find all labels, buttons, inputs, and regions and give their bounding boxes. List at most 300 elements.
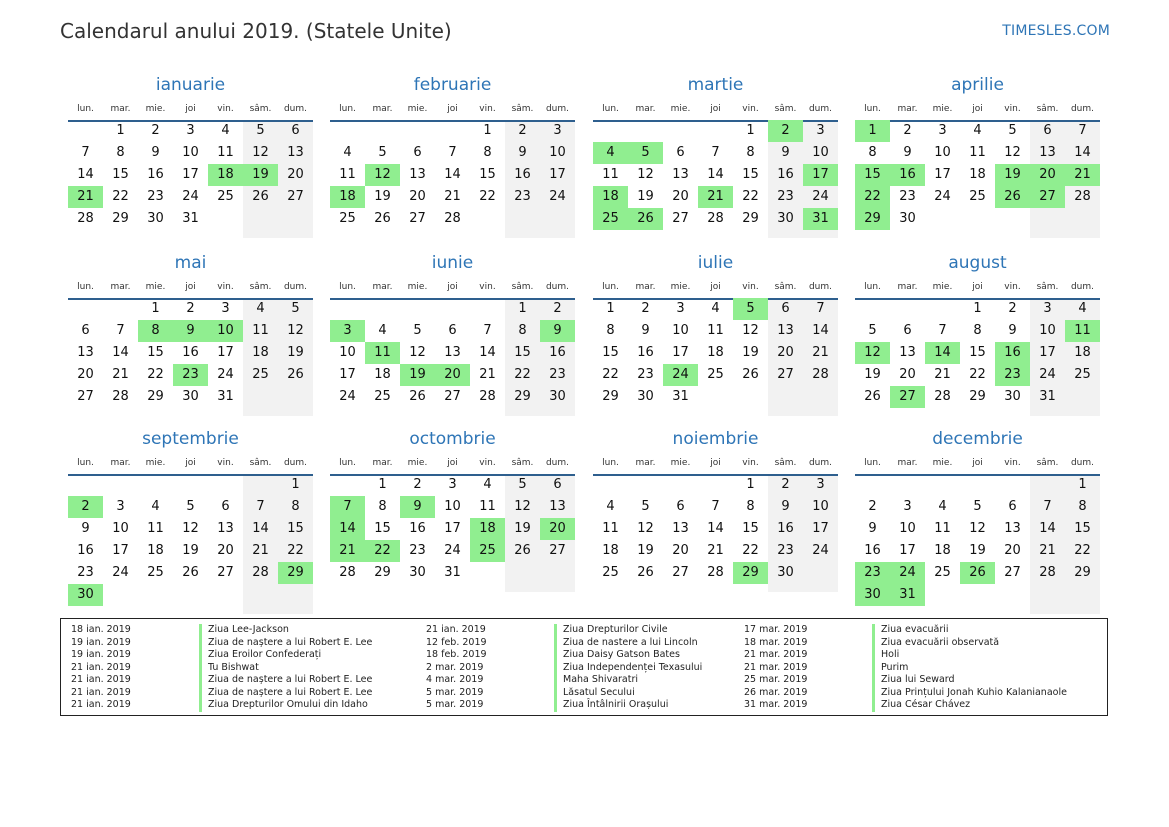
weekday-label: mie. — [670, 104, 691, 114]
holiday-day: 12 — [365, 164, 400, 186]
day-cell: 16 — [147, 167, 164, 182]
month-name: decembrie — [932, 429, 1023, 449]
day-cell: 29 — [147, 389, 164, 404]
day-cell: 9 — [781, 499, 790, 514]
day-cell: 29 — [514, 389, 531, 404]
day-cell: 24 — [812, 189, 829, 204]
weekday-label: sâm. — [1036, 458, 1059, 468]
weekday-label: lun. — [339, 458, 356, 468]
weekday-label: mie. — [670, 458, 691, 468]
weekday-label: dum. — [545, 282, 570, 292]
day-cell: 26 — [864, 389, 881, 404]
day-cell: 1 — [518, 301, 527, 316]
weekday-label: mar. — [372, 104, 393, 114]
day-cell: 8 — [291, 499, 300, 514]
day-cell: 25 — [339, 211, 356, 226]
holiday-day: 18 — [330, 186, 365, 208]
day-cell: 8 — [746, 145, 755, 160]
day-cell: 2 — [1008, 301, 1017, 316]
weekday-label: sâm. — [774, 458, 797, 468]
day-cell: 11 — [969, 145, 986, 160]
day-cell: 1 — [378, 477, 387, 492]
day-cell: 22 — [112, 189, 129, 204]
holiday-day: 27 — [1030, 186, 1065, 208]
day-cell: 6 — [1008, 499, 1017, 514]
day-cell: 25 — [374, 389, 391, 404]
day-cell: 10 — [549, 145, 566, 160]
holiday-name: Ziua Daisy Gatson Bates — [554, 649, 680, 662]
day-cell: 6 — [676, 499, 685, 514]
page-title: Calendarul anului 2019. (Statele Unite) — [60, 19, 452, 43]
weekday-label: lun. — [77, 104, 94, 114]
weekday-label: joi — [710, 282, 721, 292]
day-cell: 4 — [256, 301, 265, 316]
weekday-label: sâm. — [774, 104, 797, 114]
day-cell: 9 — [868, 521, 877, 536]
weekday-label: lun. — [864, 458, 881, 468]
weekday-label: mie. — [407, 104, 428, 114]
day-cell: 22 — [969, 367, 986, 382]
weekday-label: lun. — [864, 282, 881, 292]
day-cell: 19 — [637, 543, 654, 558]
day-cell: 14 — [112, 345, 129, 360]
weekday-label: mie. — [145, 282, 166, 292]
weekday-label: dum. — [545, 104, 570, 114]
day-cell: 13 — [672, 521, 689, 536]
day-cell: 24 — [339, 389, 356, 404]
holiday-day: 23 — [173, 364, 208, 386]
holiday-day: 26 — [628, 208, 663, 230]
day-cell: 6 — [291, 123, 300, 138]
day-cell: 21 — [479, 367, 496, 382]
day-cell: 28 — [252, 565, 269, 580]
holiday-day: 16 — [890, 164, 925, 186]
day-cell: 11 — [934, 521, 951, 536]
holiday-day: 8 — [138, 320, 173, 342]
day-cell: 14 — [479, 345, 496, 360]
weekday-label: vin. — [479, 282, 496, 292]
weekday-label: sâm. — [511, 458, 534, 468]
holiday-day: 21 — [68, 186, 103, 208]
day-cell: 7 — [483, 323, 492, 338]
month-name: iulie — [697, 253, 734, 273]
day-cell: 31 — [672, 389, 689, 404]
day-cell: 1 — [973, 301, 982, 316]
weekday-label: dum. — [1070, 458, 1095, 468]
weekday-label: joi — [447, 104, 458, 114]
weekday-label: mar. — [897, 104, 918, 114]
day-cell: 3 — [553, 123, 562, 138]
day-cell: 10 — [934, 145, 951, 160]
day-cell: 21 — [112, 367, 129, 382]
weekday-label: vin. — [217, 104, 234, 114]
holiday-day: 12 — [855, 342, 890, 364]
day-cell: 15 — [147, 345, 164, 360]
day-cell: 11 — [147, 521, 164, 536]
day-cell: 4 — [221, 123, 230, 138]
day-cell: 1 — [1078, 477, 1087, 492]
day-cell: 9 — [781, 145, 790, 160]
holiday-legend — [60, 618, 1108, 716]
day-cell: 20 — [409, 189, 426, 204]
day-cell: 7 — [1043, 499, 1052, 514]
day-cell: 15 — [479, 167, 496, 182]
day-cell: 3 — [676, 301, 685, 316]
day-cell: 25 — [252, 367, 269, 382]
day-cell: 15 — [112, 167, 129, 182]
day-cell: 11 — [252, 323, 269, 338]
holiday-day: 30 — [68, 584, 103, 606]
day-cell: 14 — [707, 167, 724, 182]
weekday-label: sâm. — [1036, 282, 1059, 292]
day-cell: 23 — [899, 189, 916, 204]
day-cell: 31 — [1039, 389, 1056, 404]
day-cell: 8 — [746, 499, 755, 514]
holiday-name: Ziua Prințului Jonah Kuhio Kalanianaole — [872, 687, 1067, 700]
month-name: ianuarie — [155, 75, 226, 95]
day-cell: 2 — [413, 477, 422, 492]
day-cell: 7 — [938, 323, 947, 338]
day-cell: 20 — [1004, 543, 1021, 558]
day-cell: 15 — [602, 345, 619, 360]
month-name: august — [948, 253, 1007, 273]
day-cell: 12 — [637, 521, 654, 536]
holiday-day: 19 — [243, 164, 278, 186]
day-cell: 8 — [378, 499, 387, 514]
day-cell: 4 — [606, 499, 615, 514]
day-cell: 12 — [742, 323, 759, 338]
day-cell: 24 — [812, 543, 829, 558]
day-cell: 23 — [147, 189, 164, 204]
day-cell: 16 — [777, 521, 794, 536]
holiday-day: 24 — [890, 562, 925, 584]
holiday-date: 21 mar. 2019 — [744, 661, 808, 673]
day-cell: 16 — [514, 167, 531, 182]
day-cell: 4 — [973, 123, 982, 138]
day-cell: 10 — [812, 499, 829, 514]
day-cell: 25 — [217, 189, 234, 204]
weekday-label: vin. — [1004, 104, 1021, 114]
month-name: martie — [687, 75, 744, 95]
weekday-label: mar. — [372, 458, 393, 468]
day-cell: 10 — [812, 145, 829, 160]
holiday-day: 24 — [663, 364, 698, 386]
day-cell: 16 — [409, 521, 426, 536]
day-cell: 16 — [637, 345, 654, 360]
day-cell: 20 — [287, 167, 304, 182]
day-cell: 31 — [444, 565, 461, 580]
day-cell: 6 — [781, 301, 790, 316]
day-cell: 30 — [1004, 389, 1021, 404]
weekday-label: sâm. — [1036, 104, 1059, 114]
day-cell: 14 — [1074, 145, 1091, 160]
day-cell: 9 — [151, 145, 160, 160]
day-cell: 26 — [742, 367, 759, 382]
holiday-date: 25 mar. 2019 — [744, 674, 808, 685]
weekday-label: lun. — [339, 282, 356, 292]
day-cell: 5 — [413, 323, 422, 338]
day-cell: 25 — [1074, 367, 1091, 382]
holiday-name: Tu Bishwat — [199, 662, 259, 675]
day-cell: 26 — [252, 189, 269, 204]
day-cell: 16 — [549, 345, 566, 360]
holiday-day: 26 — [995, 186, 1030, 208]
holiday-day: 20 — [435, 364, 470, 386]
day-cell: 16 — [77, 543, 94, 558]
day-cell: 13 — [1004, 521, 1021, 536]
weekday-label: mar. — [635, 282, 656, 292]
day-cell: 25 — [147, 565, 164, 580]
weekday-label: vin. — [1004, 458, 1021, 468]
day-cell: 4 — [938, 499, 947, 514]
weekday-label: joi — [447, 282, 458, 292]
day-cell: 27 — [549, 543, 566, 558]
day-cell: 1 — [291, 477, 300, 492]
day-cell: 3 — [116, 499, 125, 514]
day-cell: 20 — [77, 367, 94, 382]
day-cell: 1 — [116, 123, 125, 138]
day-cell: 18 — [602, 543, 619, 558]
weekday-label: vin. — [742, 104, 759, 114]
holiday-day: 31 — [803, 208, 838, 230]
holiday-day: 1 — [855, 120, 890, 142]
day-cell: 2 — [151, 123, 160, 138]
day-cell: 3 — [903, 499, 912, 514]
day-cell: 20 — [217, 543, 234, 558]
day-cell: 12 — [409, 345, 426, 360]
holiday-name: Ziua de naștere a lui Robert E. Lee — [199, 637, 372, 650]
day-cell: 4 — [711, 301, 720, 316]
holiday-day: 10 — [208, 320, 243, 342]
day-cell: 20 — [672, 543, 689, 558]
holiday-day: 17 — [803, 164, 838, 186]
holiday-date: 12 feb. 2019 — [426, 636, 487, 648]
day-cell: 8 — [1078, 499, 1087, 514]
day-cell: 19 — [969, 543, 986, 558]
holiday-day: 21 — [698, 186, 733, 208]
day-cell: 25 — [969, 189, 986, 204]
day-cell: 24 — [112, 565, 129, 580]
day-cell: 9 — [903, 145, 912, 160]
day-cell: 17 — [1039, 345, 1056, 360]
day-cell: 3 — [448, 477, 457, 492]
brand-link[interactable]: TIMESLES.COM — [1002, 23, 1110, 39]
weekday-label: mar. — [110, 458, 131, 468]
weekday-label: joi — [185, 282, 196, 292]
day-cell: 8 — [973, 323, 982, 338]
day-cell: 19 — [374, 189, 391, 204]
weekday-label: vin. — [479, 458, 496, 468]
holiday-date: 21 ian. 2019 — [71, 699, 131, 710]
day-cell: 23 — [637, 367, 654, 382]
day-cell: 30 — [409, 565, 426, 580]
day-cell: 13 — [77, 345, 94, 360]
day-cell: 3 — [1043, 301, 1052, 316]
holiday-day: 15 — [855, 164, 890, 186]
day-cell: 14 — [1039, 521, 1056, 536]
holiday-day: 5 — [628, 142, 663, 164]
month-name: mai — [174, 253, 207, 273]
holiday-date: 18 ian. 2019 — [71, 624, 131, 635]
day-cell: 27 — [77, 389, 94, 404]
holiday-date: 19 ian. 2019 — [71, 649, 131, 660]
day-cell: 29 — [1074, 565, 1091, 580]
weekday-label: mar. — [110, 282, 131, 292]
day-cell: 26 — [637, 565, 654, 580]
day-cell: 9 — [641, 323, 650, 338]
holiday-date: 19 ian. 2019 — [71, 636, 131, 648]
day-cell: 7 — [711, 499, 720, 514]
holiday-date: 26 mar. 2019 — [744, 686, 808, 698]
day-cell: 8 — [606, 323, 615, 338]
holiday-day: 23 — [855, 562, 890, 584]
holiday-day: 22 — [365, 540, 400, 562]
day-cell: 11 — [707, 323, 724, 338]
holiday-day: 16 — [995, 342, 1030, 364]
day-cell: 8 — [868, 145, 877, 160]
holiday-date: 21 mar. 2019 — [744, 649, 808, 660]
day-cell: 1 — [483, 123, 492, 138]
day-cell: 8 — [483, 145, 492, 160]
holiday-name: Ziua de nastere a lui Lincoln — [554, 637, 698, 650]
day-cell: 28 — [339, 565, 356, 580]
day-cell: 9 — [1008, 323, 1017, 338]
day-cell: 17 — [182, 167, 199, 182]
day-cell: 6 — [676, 145, 685, 160]
weekday-label: mie. — [145, 458, 166, 468]
day-cell: 22 — [742, 189, 759, 204]
day-cell: 14 — [444, 167, 461, 182]
holiday-date: 21 ian. 2019 — [71, 661, 131, 673]
day-cell: 28 — [707, 565, 724, 580]
holiday-day: 18 — [470, 518, 505, 540]
holiday-day: 25 — [470, 540, 505, 562]
weekday-label: vin. — [479, 104, 496, 114]
day-cell: 18 — [707, 345, 724, 360]
day-cell: 2 — [781, 477, 790, 492]
holiday-name: Ziua Independenței Texasului — [554, 662, 702, 675]
holiday-name: Maha Shivaratri — [554, 674, 638, 687]
day-cell: 2 — [518, 123, 527, 138]
day-cell: 13 — [549, 499, 566, 514]
holiday-day: 14 — [330, 518, 365, 540]
day-cell: 7 — [448, 145, 457, 160]
day-cell: 17 — [899, 543, 916, 558]
day-cell: 24 — [182, 189, 199, 204]
day-cell: 23 — [409, 543, 426, 558]
day-cell: 3 — [816, 477, 825, 492]
day-cell: 4 — [1078, 301, 1087, 316]
weekday-label: joi — [972, 458, 983, 468]
day-cell: 28 — [77, 211, 94, 226]
weekday-label: mie. — [932, 104, 953, 114]
day-cell: 5 — [186, 499, 195, 514]
day-cell: 6 — [903, 323, 912, 338]
holiday-day: 29 — [733, 562, 768, 584]
holiday-day: 21 — [330, 540, 365, 562]
weekday-label: sâm. — [249, 104, 272, 114]
day-cell: 16 — [777, 167, 794, 182]
holiday-day: 18 — [208, 164, 243, 186]
day-cell: 6 — [448, 323, 457, 338]
weekday-label: dum. — [283, 104, 308, 114]
holiday-day: 11 — [365, 342, 400, 364]
day-cell: 24 — [217, 367, 234, 382]
day-cell: 3 — [221, 301, 230, 316]
weekday-label: dum. — [808, 458, 833, 468]
weekday-label: lun. — [339, 104, 356, 114]
day-cell: 25 — [934, 565, 951, 580]
day-cell: 26 — [182, 565, 199, 580]
holiday-day: 11 — [1065, 320, 1100, 342]
day-cell: 12 — [252, 145, 269, 160]
holiday-day: 25 — [593, 208, 628, 230]
day-cell: 21 — [707, 543, 724, 558]
holiday-date: 21 ian. 2019 — [71, 686, 131, 698]
day-cell: 5 — [518, 477, 527, 492]
weekday-label: mie. — [145, 104, 166, 114]
day-cell: 27 — [444, 389, 461, 404]
holiday-day: 20 — [540, 518, 575, 540]
day-cell: 19 — [182, 543, 199, 558]
day-cell: 6 — [553, 477, 562, 492]
day-cell: 27 — [777, 367, 794, 382]
month-name: iunie — [431, 253, 474, 273]
weekday-label: sâm. — [511, 104, 534, 114]
day-cell: 5 — [291, 301, 300, 316]
day-cell: 10 — [444, 499, 461, 514]
day-cell: 12 — [969, 521, 986, 536]
day-cell: 11 — [602, 167, 619, 182]
day-cell: 25 — [602, 565, 619, 580]
holiday-day: 2 — [768, 120, 803, 142]
day-cell: 28 — [1074, 189, 1091, 204]
weekday-label: joi — [710, 458, 721, 468]
weekday-label: dum. — [1070, 282, 1095, 292]
weekday-label: dum. — [545, 458, 570, 468]
holiday-date: 5 mar. 2019 — [426, 686, 484, 698]
day-cell: 18 — [374, 367, 391, 382]
weekday-label: dum. — [283, 282, 308, 292]
holiday-day: 22 — [855, 186, 890, 208]
day-cell: 23 — [549, 367, 566, 382]
holiday-day: 19 — [400, 364, 435, 386]
day-cell: 17 — [549, 167, 566, 182]
holiday-day: 4 — [593, 142, 628, 164]
weekday-label: vin. — [217, 458, 234, 468]
day-cell: 15 — [742, 521, 759, 536]
day-cell: 11 — [217, 145, 234, 160]
day-cell: 29 — [602, 389, 619, 404]
day-cell: 18 — [252, 345, 269, 360]
month-name: noiembrie — [672, 429, 759, 449]
weekday-label: mar. — [897, 282, 918, 292]
holiday-day: 29 — [855, 208, 890, 230]
day-cell: 23 — [77, 565, 94, 580]
holiday-day: 31 — [890, 584, 925, 606]
day-cell: 11 — [339, 167, 356, 182]
holiday-day: 7 — [330, 496, 365, 518]
day-cell: 28 — [1039, 565, 1056, 580]
day-cell: 12 — [514, 499, 531, 514]
weekday-label: lun. — [77, 282, 94, 292]
day-cell: 29 — [112, 211, 129, 226]
day-cell: 10 — [899, 521, 916, 536]
day-cell: 2 — [641, 301, 650, 316]
day-cell: 7 — [1078, 123, 1087, 138]
weekday-label: dum. — [283, 458, 308, 468]
header-rule — [68, 474, 313, 476]
